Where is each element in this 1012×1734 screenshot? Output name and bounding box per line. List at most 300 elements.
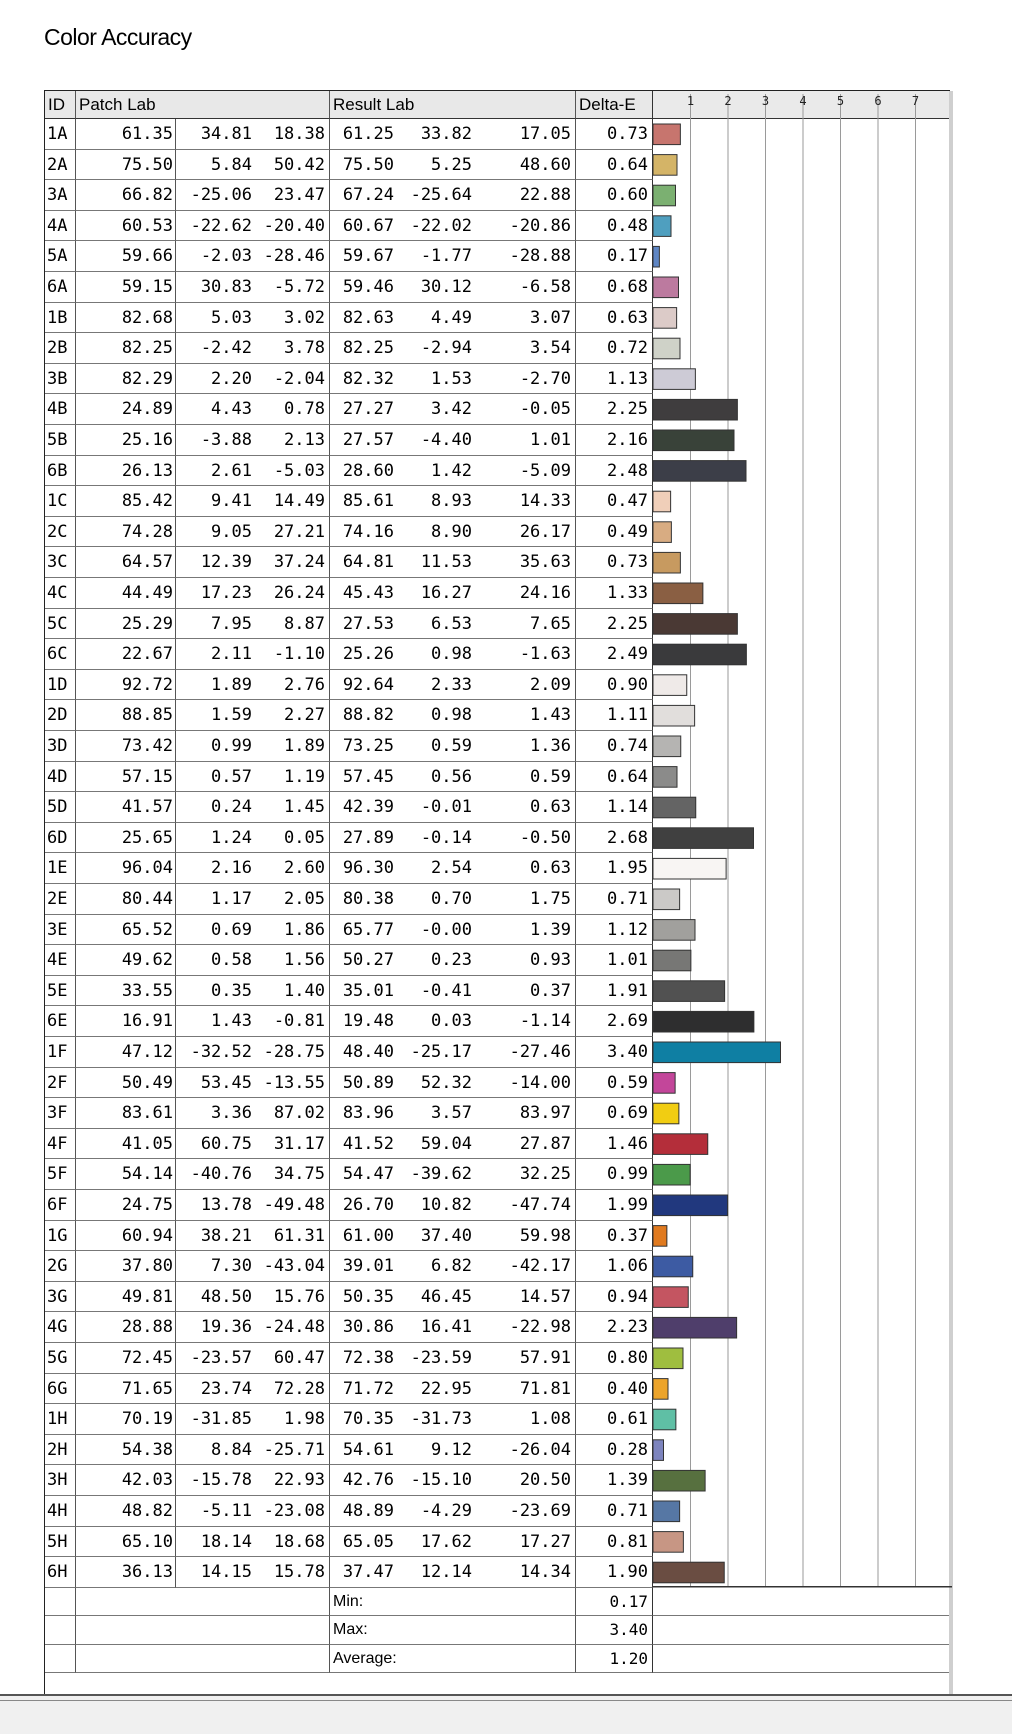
result-l-value: 30.86 xyxy=(330,1312,408,1343)
patch-id: 6E xyxy=(45,1006,76,1037)
patch-a-value: 5.84 xyxy=(176,150,254,181)
patch-l-value: 25.29 xyxy=(76,609,176,640)
patch-id: 5C xyxy=(45,609,76,640)
patch-b-value: 61.31 xyxy=(254,1221,330,1252)
delta-e-bar xyxy=(653,950,691,971)
result-a-value: 0.59 xyxy=(376,731,476,762)
result-l-value: 39.01 xyxy=(330,1251,408,1282)
summary-blank xyxy=(45,1588,76,1617)
result-a-value: 46.45 xyxy=(376,1282,476,1313)
patch-l-value: 48.82 xyxy=(76,1496,176,1527)
header-delta-e: Delta-E xyxy=(576,91,653,119)
patch-l-value: 44.49 xyxy=(76,578,176,609)
delta-e-bar xyxy=(653,1532,683,1553)
result-b-value: -1.63 xyxy=(476,639,576,670)
patch-id: 4G xyxy=(45,1312,76,1343)
delta-e-bar xyxy=(653,1134,708,1155)
result-b-value: 1.01 xyxy=(476,425,576,456)
summary-blank xyxy=(76,1616,330,1645)
delta-e-bar xyxy=(653,767,677,788)
delta-e-bar xyxy=(653,277,679,298)
tick-label: 1 xyxy=(686,94,695,108)
patch-id: 1E xyxy=(45,853,76,884)
result-b-value: 1.43 xyxy=(476,700,576,731)
window-bottom-edge xyxy=(0,1694,1012,1734)
delta-e-value: 0.64 xyxy=(576,150,653,181)
result-a-value: 12.14 xyxy=(376,1557,476,1588)
result-b-value: -5.09 xyxy=(476,456,576,487)
result-a-value: -39.62 xyxy=(376,1159,476,1190)
patch-id: 1H xyxy=(45,1404,76,1435)
delta-e-bar xyxy=(653,583,703,604)
delta-e-bar xyxy=(653,736,681,757)
patch-id: 2C xyxy=(45,517,76,548)
patch-b-value: 8.87 xyxy=(254,609,330,640)
result-a-value: 30.12 xyxy=(376,272,476,303)
summary-label: Min: xyxy=(330,1588,576,1617)
patch-a-value: -25.06 xyxy=(176,180,254,211)
result-b-value: -2.70 xyxy=(476,364,576,395)
patch-l-value: 57.15 xyxy=(76,762,176,793)
result-l-value: 96.30 xyxy=(330,853,408,884)
patch-a-value: 60.75 xyxy=(176,1129,254,1160)
result-a-value: 0.56 xyxy=(376,762,476,793)
patch-b-value: 2.60 xyxy=(254,853,330,884)
result-a-value: 11.53 xyxy=(376,547,476,578)
patch-id: 2D xyxy=(45,700,76,731)
summary-value: 1.20 xyxy=(576,1645,653,1674)
patch-a-value: 14.15 xyxy=(176,1557,254,1588)
delta-e-bar xyxy=(653,552,680,573)
patch-l-value: 49.62 xyxy=(76,945,176,976)
delta-e-value: 1.33 xyxy=(576,578,653,609)
result-b-value: -47.74 xyxy=(476,1190,576,1221)
result-a-value: -31.73 xyxy=(376,1404,476,1435)
patch-id: 3D xyxy=(45,731,76,762)
summary-value: 0.17 xyxy=(576,1588,653,1617)
patch-l-value: 54.38 xyxy=(76,1435,176,1466)
patch-b-value: 1.56 xyxy=(254,945,330,976)
patch-l-value: 25.65 xyxy=(76,823,176,854)
delta-e-bar xyxy=(653,981,725,1002)
patch-l-value: 65.10 xyxy=(76,1527,176,1558)
patch-a-value: 53.45 xyxy=(176,1068,254,1099)
patch-a-value: 34.81 xyxy=(176,119,254,150)
result-l-value: 67.24 xyxy=(330,180,408,211)
delta-e-bar-chart xyxy=(652,90,952,1610)
result-b-value: 1.39 xyxy=(476,915,576,946)
delta-e-bar xyxy=(653,797,696,818)
patch-b-value: 60.47 xyxy=(254,1343,330,1374)
result-l-value: 70.35 xyxy=(330,1404,408,1435)
result-l-value: 64.81 xyxy=(330,547,408,578)
result-b-value: 17.05 xyxy=(476,119,576,150)
patch-b-value: 2.27 xyxy=(254,700,330,731)
patch-id: 6C xyxy=(45,639,76,670)
patch-a-value: -31.85 xyxy=(176,1404,254,1435)
result-l-value: 60.67 xyxy=(330,211,408,242)
delta-e-value: 0.68 xyxy=(576,272,653,303)
patch-id: 1F xyxy=(45,1037,76,1068)
result-b-value: -23.69 xyxy=(476,1496,576,1527)
patch-l-value: 72.45 xyxy=(76,1343,176,1374)
result-l-value: 41.52 xyxy=(330,1129,408,1160)
delta-e-value: 0.90 xyxy=(576,670,653,701)
patch-id: 6H xyxy=(45,1557,76,1588)
patch-a-value: 0.57 xyxy=(176,762,254,793)
result-l-value: 59.67 xyxy=(330,241,408,272)
result-l-value: 73.25 xyxy=(330,731,408,762)
result-l-value: 59.46 xyxy=(330,272,408,303)
result-a-value: 22.95 xyxy=(376,1374,476,1405)
delta-e-value: 0.72 xyxy=(576,333,653,364)
result-b-value: 3.07 xyxy=(476,303,576,334)
patch-l-value: 88.85 xyxy=(76,700,176,731)
delta-e-bar xyxy=(653,491,671,512)
delta-e-value: 0.69 xyxy=(576,1098,653,1129)
patch-l-value: 24.75 xyxy=(76,1190,176,1221)
result-b-value: 1.36 xyxy=(476,731,576,762)
patch-l-value: 28.88 xyxy=(76,1312,176,1343)
result-a-value: 5.25 xyxy=(376,150,476,181)
patch-id: 6B xyxy=(45,456,76,487)
result-b-value: -1.14 xyxy=(476,1006,576,1037)
result-l-value: 65.05 xyxy=(330,1527,408,1558)
patch-a-value: 1.59 xyxy=(176,700,254,731)
delta-e-bar xyxy=(653,1195,728,1216)
result-b-value: 24.16 xyxy=(476,578,576,609)
patch-b-value: 1.86 xyxy=(254,915,330,946)
result-a-value: 9.12 xyxy=(376,1435,476,1466)
patch-l-value: 42.03 xyxy=(76,1465,176,1496)
patch-id: 5A xyxy=(45,241,76,272)
patch-l-value: 33.55 xyxy=(76,976,176,1007)
tick-label: 4 xyxy=(799,94,807,108)
delta-e-bar xyxy=(653,124,680,145)
patch-b-value: -28.75 xyxy=(254,1037,330,1068)
result-l-value: 83.96 xyxy=(330,1098,408,1129)
result-l-value: 42.39 xyxy=(330,792,408,823)
delta-e-value: 0.73 xyxy=(576,547,653,578)
patch-id: 2G xyxy=(45,1251,76,1282)
delta-e-bar xyxy=(653,705,695,726)
result-l-value: 35.01 xyxy=(330,976,408,1007)
delta-e-value: 3.40 xyxy=(576,1037,653,1068)
patch-a-value: 4.43 xyxy=(176,394,254,425)
summary-row xyxy=(45,1645,949,1674)
delta-e-value: 2.49 xyxy=(576,639,653,670)
patch-a-value: 7.30 xyxy=(176,1251,254,1282)
result-l-value: 74.16 xyxy=(330,517,408,548)
delta-e-value: 0.49 xyxy=(576,517,653,548)
result-b-value: 7.65 xyxy=(476,609,576,640)
patch-l-value: 25.16 xyxy=(76,425,176,456)
delta-e-bar xyxy=(653,461,746,482)
result-l-value: 54.47 xyxy=(330,1159,408,1190)
patch-a-value: 9.41 xyxy=(176,486,254,517)
delta-e-value: 0.64 xyxy=(576,762,653,793)
patch-b-value: -49.48 xyxy=(254,1190,330,1221)
patch-l-value: 50.49 xyxy=(76,1068,176,1099)
patch-id: 1G xyxy=(45,1221,76,1252)
result-l-value: 80.38 xyxy=(330,884,408,915)
patch-a-value: 5.03 xyxy=(176,303,254,334)
result-b-value: 57.91 xyxy=(476,1343,576,1374)
result-b-value: 71.81 xyxy=(476,1374,576,1405)
patch-b-value: 1.45 xyxy=(254,792,330,823)
patch-a-value: -32.52 xyxy=(176,1037,254,1068)
result-a-value: 2.54 xyxy=(376,853,476,884)
patch-a-value: 13.78 xyxy=(176,1190,254,1221)
patch-a-value: 8.84 xyxy=(176,1435,254,1466)
delta-e-bar xyxy=(653,1379,668,1400)
result-a-value: -15.10 xyxy=(376,1465,476,1496)
delta-e-bar xyxy=(653,1409,676,1430)
result-l-value: 50.89 xyxy=(330,1068,408,1099)
patch-l-value: 37.80 xyxy=(76,1251,176,1282)
result-l-value: 82.25 xyxy=(330,333,408,364)
patch-b-value: 3.78 xyxy=(254,333,330,364)
result-a-value: -22.02 xyxy=(376,211,476,242)
patch-a-value: 0.58 xyxy=(176,945,254,976)
result-a-value: -25.17 xyxy=(376,1037,476,1068)
result-b-value: 59.98 xyxy=(476,1221,576,1252)
result-a-value: -25.64 xyxy=(376,180,476,211)
summary-blank xyxy=(45,1645,76,1674)
result-l-value: 27.27 xyxy=(330,394,408,425)
patch-l-value: 64.57 xyxy=(76,547,176,578)
patch-b-value: 1.19 xyxy=(254,762,330,793)
patch-b-value: -43.04 xyxy=(254,1251,330,1282)
patch-l-value: 49.81 xyxy=(76,1282,176,1313)
delta-e-value: 2.68 xyxy=(576,823,653,854)
delta-e-value: 1.46 xyxy=(576,1129,653,1160)
result-b-value: 1.75 xyxy=(476,884,576,915)
patch-a-value: 23.74 xyxy=(176,1374,254,1405)
result-l-value: 61.00 xyxy=(330,1221,408,1252)
patch-b-value: -13.55 xyxy=(254,1068,330,1099)
result-l-value: 28.60 xyxy=(330,456,408,487)
patch-l-value: 85.42 xyxy=(76,486,176,517)
result-b-value: 48.60 xyxy=(476,150,576,181)
patch-id: 2E xyxy=(45,884,76,915)
delta-e-bar xyxy=(653,399,737,420)
delta-e-bar xyxy=(653,614,737,635)
delta-e-bar xyxy=(653,1287,688,1308)
result-l-value: 82.63 xyxy=(330,303,408,334)
result-l-value: 45.43 xyxy=(330,578,408,609)
result-l-value: 48.40 xyxy=(330,1037,408,1068)
patch-b-value: -0.81 xyxy=(254,1006,330,1037)
result-a-value: 3.57 xyxy=(376,1098,476,1129)
delta-e-bar xyxy=(653,1011,754,1032)
patch-l-value: 61.35 xyxy=(76,119,176,150)
result-l-value: 25.26 xyxy=(330,639,408,670)
patch-b-value: 50.42 xyxy=(254,150,330,181)
patch-l-value: 47.12 xyxy=(76,1037,176,1068)
delta-e-value: 0.73 xyxy=(576,119,653,150)
header-patch-lab: Patch Lab xyxy=(76,91,330,119)
chart-title: Color Accuracy xyxy=(44,24,192,50)
patch-id: 4F xyxy=(45,1129,76,1160)
patch-l-value: 96.04 xyxy=(76,853,176,884)
patch-id: 4B xyxy=(45,394,76,425)
patch-a-value: 18.14 xyxy=(176,1527,254,1558)
summary-value: 3.40 xyxy=(576,1616,653,1645)
delta-e-value: 1.11 xyxy=(576,700,653,731)
header-id: ID xyxy=(45,91,76,119)
patch-id: 3G xyxy=(45,1282,76,1313)
patch-b-value: 87.02 xyxy=(254,1098,330,1129)
patch-l-value: 75.50 xyxy=(76,150,176,181)
delta-e-bar xyxy=(653,1103,679,1124)
patch-l-value: 16.91 xyxy=(76,1006,176,1037)
patch-l-value: 24.89 xyxy=(76,394,176,425)
result-b-value: 20.50 xyxy=(476,1465,576,1496)
result-l-value: 26.70 xyxy=(330,1190,408,1221)
summary-bar-cell xyxy=(653,1645,949,1674)
result-l-value: 82.32 xyxy=(330,364,408,395)
result-l-value: 57.45 xyxy=(330,762,408,793)
delta-e-bar xyxy=(653,308,677,329)
result-a-value: 0.23 xyxy=(376,945,476,976)
result-a-value: 1.42 xyxy=(376,456,476,487)
result-b-value: 83.97 xyxy=(476,1098,576,1129)
result-b-value: -27.46 xyxy=(476,1037,576,1068)
delta-e-value: 2.25 xyxy=(576,394,653,425)
summary-label: Average: xyxy=(330,1645,576,1674)
patch-b-value: -25.71 xyxy=(254,1435,330,1466)
result-b-value: 14.33 xyxy=(476,486,576,517)
patch-a-value: 2.20 xyxy=(176,364,254,395)
patch-id: 6G xyxy=(45,1374,76,1405)
patch-b-value: 22.93 xyxy=(254,1465,330,1496)
delta-e-bar xyxy=(653,1562,724,1583)
result-b-value: -26.04 xyxy=(476,1435,576,1466)
result-a-value: 33.82 xyxy=(376,119,476,150)
delta-e-value: 0.47 xyxy=(576,486,653,517)
result-b-value: -6.58 xyxy=(476,272,576,303)
result-a-value: 0.70 xyxy=(376,884,476,915)
patch-b-value: 1.40 xyxy=(254,976,330,1007)
delta-e-bar xyxy=(653,1501,680,1522)
patch-b-value: 72.28 xyxy=(254,1374,330,1405)
result-a-value: -4.40 xyxy=(376,425,476,456)
patch-id: 5E xyxy=(45,976,76,1007)
result-a-value: 16.41 xyxy=(376,1312,476,1343)
patch-b-value: 0.05 xyxy=(254,823,330,854)
patch-l-value: 65.52 xyxy=(76,915,176,946)
patch-a-value: -15.78 xyxy=(176,1465,254,1496)
result-l-value: 27.53 xyxy=(330,609,408,640)
result-l-value: 54.61 xyxy=(330,1435,408,1466)
patch-a-value: 12.39 xyxy=(176,547,254,578)
result-l-value: 50.35 xyxy=(330,1282,408,1313)
patch-a-value: 1.89 xyxy=(176,670,254,701)
patch-id: 4C xyxy=(45,578,76,609)
result-a-value: 2.33 xyxy=(376,670,476,701)
patch-a-value: 2.16 xyxy=(176,853,254,884)
patch-b-value: -23.08 xyxy=(254,1496,330,1527)
result-l-value: 92.64 xyxy=(330,670,408,701)
summary-row xyxy=(45,1616,949,1645)
result-l-value: 85.61 xyxy=(330,486,408,517)
patch-l-value: 83.61 xyxy=(76,1098,176,1129)
summary-label: Max: xyxy=(330,1616,576,1645)
patch-id: 1D xyxy=(45,670,76,701)
delta-e-value: 1.90 xyxy=(576,1557,653,1588)
result-l-value: 88.82 xyxy=(330,700,408,731)
result-a-value: 3.42 xyxy=(376,394,476,425)
patch-a-value: -3.88 xyxy=(176,425,254,456)
delta-e-value: 0.37 xyxy=(576,1221,653,1252)
result-b-value: 0.63 xyxy=(476,853,576,884)
patch-l-value: 60.94 xyxy=(76,1221,176,1252)
patch-l-value: 59.66 xyxy=(76,241,176,272)
delta-e-bar xyxy=(653,216,671,237)
patch-id: 1C xyxy=(45,486,76,517)
delta-e-value: 1.91 xyxy=(576,976,653,1007)
patch-l-value: 22.67 xyxy=(76,639,176,670)
delta-e-bar xyxy=(653,858,726,879)
patch-b-value: 14.49 xyxy=(254,486,330,517)
result-l-value: 75.50 xyxy=(330,150,408,181)
patch-b-value: 18.68 xyxy=(254,1527,330,1558)
delta-e-value: 0.94 xyxy=(576,1282,653,1313)
patch-id: 6F xyxy=(45,1190,76,1221)
patch-l-value: 71.65 xyxy=(76,1374,176,1405)
tick-label: 7 xyxy=(911,94,920,108)
result-b-value: 0.59 xyxy=(476,762,576,793)
patch-a-value: -5.11 xyxy=(176,1496,254,1527)
patch-a-value: 9.05 xyxy=(176,517,254,548)
delta-e-bar xyxy=(653,889,680,910)
result-b-value: 14.34 xyxy=(476,1557,576,1588)
patch-a-value: 1.43 xyxy=(176,1006,254,1037)
patch-id: 2A xyxy=(45,150,76,181)
result-b-value: -20.86 xyxy=(476,211,576,242)
result-l-value: 48.89 xyxy=(330,1496,408,1527)
patch-b-value: -20.40 xyxy=(254,211,330,242)
result-b-value: 0.37 xyxy=(476,976,576,1007)
patch-b-value: 31.17 xyxy=(254,1129,330,1160)
patch-l-value: 82.68 xyxy=(76,303,176,334)
patch-a-value: 30.83 xyxy=(176,272,254,303)
patch-a-value: 3.36 xyxy=(176,1098,254,1129)
delta-e-value: 1.39 xyxy=(576,1465,653,1496)
patch-l-value: 74.28 xyxy=(76,517,176,548)
patch-id: 3B xyxy=(45,364,76,395)
patch-id: 4E xyxy=(45,945,76,976)
patch-l-value: 54.14 xyxy=(76,1159,176,1190)
patch-id: 5F xyxy=(45,1159,76,1190)
result-l-value: 50.27 xyxy=(330,945,408,976)
patch-b-value: -2.04 xyxy=(254,364,330,395)
delta-e-value: 1.01 xyxy=(576,945,653,976)
patch-a-value: -2.03 xyxy=(176,241,254,272)
delta-e-bar xyxy=(653,1256,693,1277)
result-b-value: -0.05 xyxy=(476,394,576,425)
result-b-value: -14.00 xyxy=(476,1068,576,1099)
patch-l-value: 82.25 xyxy=(76,333,176,364)
patch-a-value: 7.95 xyxy=(176,609,254,640)
delta-e-value: 0.63 xyxy=(576,303,653,334)
delta-e-value: 0.48 xyxy=(576,211,653,242)
result-b-value: -0.50 xyxy=(476,823,576,854)
result-l-value: 65.77 xyxy=(330,915,408,946)
delta-e-value: 0.71 xyxy=(576,884,653,915)
result-b-value: 27.87 xyxy=(476,1129,576,1160)
